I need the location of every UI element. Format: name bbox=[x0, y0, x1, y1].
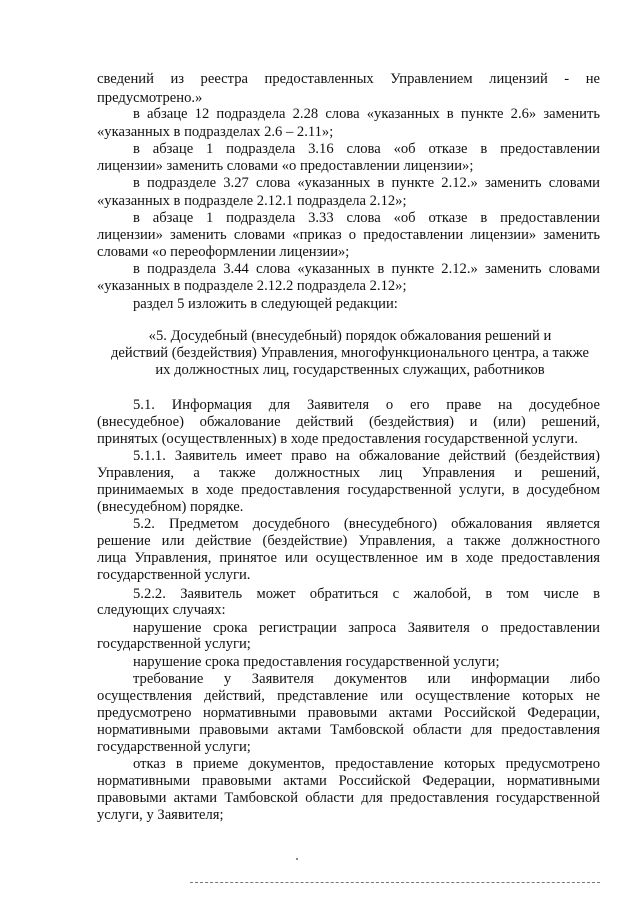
text-line: принятых (осуществленных) в ходе предоставления государственной услуги. bbox=[97, 431, 578, 447]
text-line: лицензии» заменить словами «о предоставлении лицензии»; bbox=[97, 158, 474, 174]
text-line: (внесудебном) порядке. bbox=[97, 499, 244, 515]
section-heading-line: их должностных лиц, государственных служащих, работников bbox=[155, 362, 545, 378]
scan-speck bbox=[296, 858, 298, 860]
text-line: в абзаце 1 подраздела 3.33 слова «об отказе в предоставлении bbox=[133, 210, 600, 226]
text-line: 5.2.2. Заявитель может обратиться с жалобой, в том числе в bbox=[133, 586, 600, 602]
text-line: «указанных в подразделах 2.6 – 2.11»; bbox=[97, 124, 334, 140]
text-line: сведений из реестра предоставленных Управлением лицензий - не bbox=[97, 71, 600, 87]
section-heading-line: действий (бездействия) Управления, многофункционального центра, а также bbox=[110, 345, 590, 361]
text-line: государственной услуги; bbox=[97, 739, 251, 755]
text-line: осуществления действий, представление или осуществление которых не bbox=[97, 688, 600, 704]
text-line: в абзаце 12 подраздела 2.28 слова «указанных в пункте 2.6» заменить bbox=[133, 106, 600, 122]
text-line: в подразделе 3.27 слова «указанных в пункте 2.12.» заменить словами bbox=[133, 175, 600, 191]
text-line: государственной услуги; bbox=[97, 636, 251, 652]
section-heading-line: «5. Досудебный (внесудебный) порядок обжалования решений и bbox=[148, 328, 552, 344]
text-line: принимаемых в ходе предоставления государственной услуги, в досудебном bbox=[97, 482, 600, 498]
text-line: раздел 5 изложить в следующей редакции: bbox=[133, 296, 398, 312]
text-line: предусмотрено нормативными правовыми актами Российской Федерации, bbox=[97, 705, 600, 721]
text-line: услуги, у Заявителя; bbox=[97, 807, 224, 823]
text-line: словами «о переоформлении лицензии»; bbox=[97, 244, 350, 260]
text-line: Управления, а также должностных лиц Управления и решений, bbox=[97, 465, 600, 481]
text-line: лица Управления, принятое или осуществленное им в ходе предоставления bbox=[97, 550, 600, 566]
text-line: государственной услуги. bbox=[97, 567, 251, 583]
text-line: 5.1.1. Заявитель имеет право на обжалование действий (бездействия) bbox=[133, 448, 600, 464]
text-line: «указанных в подразделе 2.12.1 подраздела 2.12»; bbox=[97, 193, 407, 209]
text-line: нарушение срока предоставления государственной услуги; bbox=[133, 654, 500, 670]
text-line: (внесудебное) обжалование действий (бездействия) и (или) решений, bbox=[97, 414, 600, 430]
text-line: отказ в приеме документов, предоставление которых предусмотрено bbox=[133, 756, 600, 772]
text-line: в абзаце 1 подраздела 3.16 слова «об отказе в предоставлении bbox=[133, 141, 600, 157]
text-line: в подраздела 3.44 слова «указанных в пункте 2.12.» заменить словами bbox=[133, 261, 600, 277]
footer-rule bbox=[190, 882, 600, 883]
text-line: следующих случаях: bbox=[97, 602, 226, 618]
text-line: 5.1. Информация для Заявителя о его праве на досудебное bbox=[133, 397, 600, 413]
text-line: предусмотрено.» bbox=[97, 90, 203, 106]
text-line: «указанных в подразделе 2.12.2 подраздела 2.12»; bbox=[97, 278, 407, 294]
text-line: нарушение срока регистрации запроса Заявителя о предоставлении bbox=[133, 620, 600, 636]
text-line: лицензии» заменить словами «приказ о предоставлении лицензии» заменить bbox=[97, 227, 600, 243]
text-line: 5.2. Предметом досудебного (внесудебного) обжалования является bbox=[133, 516, 600, 532]
text-line: нормативными правовыми актами Российской Федерации, нормативными bbox=[97, 773, 600, 789]
text-line: требование у Заявителя документов или информации либо bbox=[133, 671, 600, 687]
text-line: решение или действие (бездействие) Управления, а также должностного bbox=[97, 533, 600, 549]
text-line: правовыми актами Тамбовской области для предоставления государственной bbox=[97, 790, 600, 806]
text-line: нормативными правовыми актами Тамбовской области для предоставления bbox=[97, 722, 600, 738]
